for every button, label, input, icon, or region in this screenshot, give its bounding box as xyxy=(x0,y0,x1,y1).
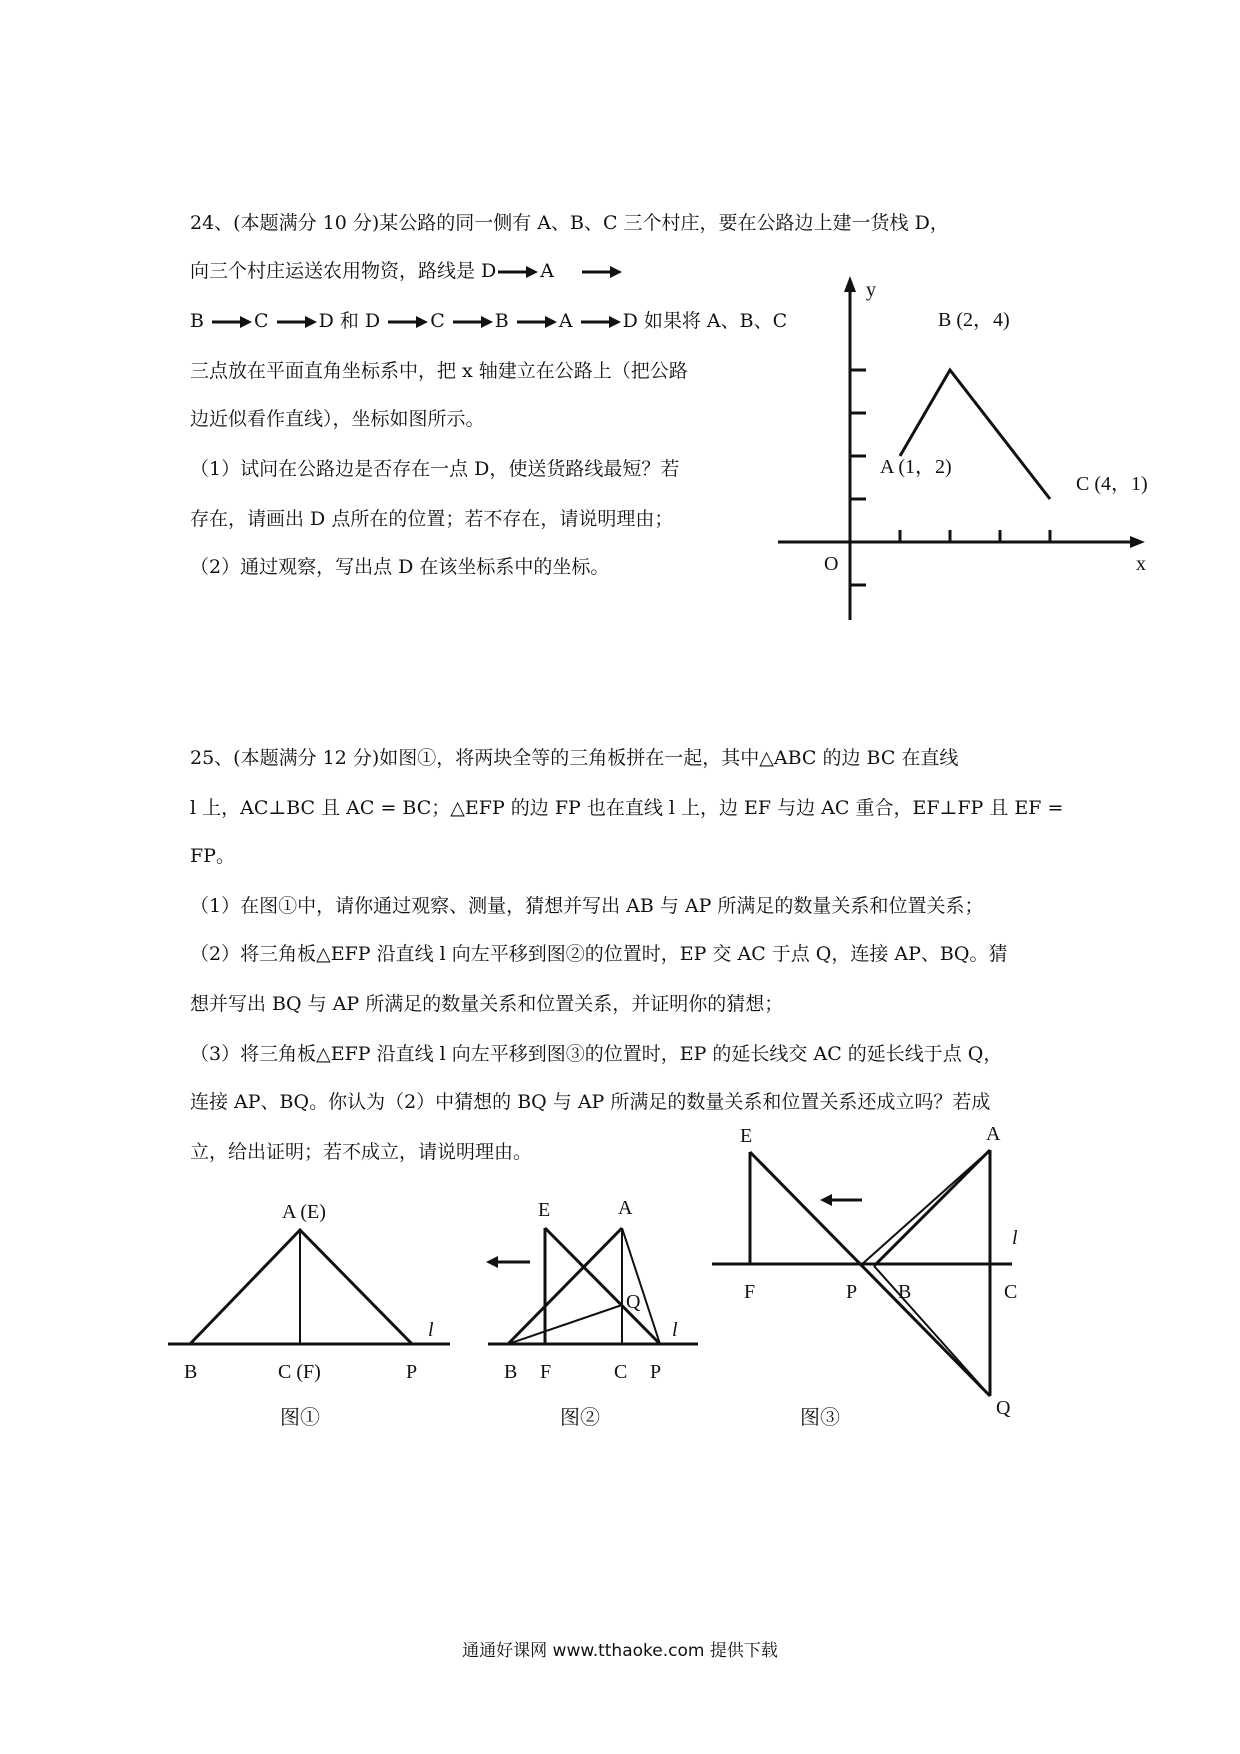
segment-eq xyxy=(750,1152,990,1396)
arrow-right-icon xyxy=(517,315,557,329)
route-stop: C xyxy=(430,310,445,332)
fig3-label-f: F xyxy=(744,1281,756,1303)
q25-line7: （3）将三角板△EFP 沿直线 l 向左平移到图③的位置时，EP 的延长线交 AC 的延长线于点 Q， xyxy=(190,1043,1003,1065)
q25-line9: 立，给出证明；若不成立，请说明理由。 xyxy=(190,1141,533,1163)
q24-line7: 存在，请画出 D 点所在的位置；若不存在，请说明理由； xyxy=(190,508,674,530)
fig2-caption: 图② xyxy=(560,1407,600,1429)
arrow-right-icon xyxy=(453,315,493,329)
fig2-label-b: B xyxy=(504,1361,518,1383)
fig1-caption: 图① xyxy=(280,1407,320,1429)
fig2-label-l: l xyxy=(672,1319,678,1341)
point-a-label: A (1，2) xyxy=(880,456,952,478)
q25-figures xyxy=(0,1120,1240,1440)
route-stop: D 和 D xyxy=(318,310,381,332)
q24-line1: 24、(本题满分 10 分)某公路的同一侧有 A、B、C 三个村庄，要在公路边上建一货栈 D， xyxy=(190,212,949,234)
q24-line2-text: 向三个村庄运送农用物资，路线是 D xyxy=(190,260,497,282)
origin-label: O xyxy=(824,553,839,575)
q25-line1: 25、(本题满分 12 分)如图①，将两块全等的三角板拼在一起，其中△ABC 的边 BC 在直线 xyxy=(190,747,959,769)
footer: 通通好课网 www.tthaoke.com 提供下载 xyxy=(462,1641,778,1661)
fig2-label-p: P xyxy=(650,1361,662,1383)
fig1-label-b: B xyxy=(184,1361,198,1383)
fig3-label-b: B xyxy=(898,1281,912,1303)
x-axis-arrow-icon xyxy=(1130,536,1145,548)
fig3-label-l: l xyxy=(1012,1227,1018,1249)
figure-1 xyxy=(168,1201,450,1429)
fig3-label-e: E xyxy=(740,1125,753,1147)
arrow-right-icon xyxy=(498,265,538,279)
point-b-label: B (2，4) xyxy=(938,309,1010,331)
q24-line3-tail: 如果将 A、B、C xyxy=(643,310,788,332)
y-axis-label: y xyxy=(866,279,876,301)
fig3-caption: 图③ xyxy=(800,1407,840,1429)
route-stop: D xyxy=(622,310,638,332)
figure-2 xyxy=(486,1197,698,1429)
left-arrow-icon xyxy=(820,1194,832,1206)
q25-line4: （1）在图①中，请你通过观察、测量，猜想并写出 AB 与 AP 所满足的数量关系和位置关系； xyxy=(190,895,984,917)
fig1-label-a: A (E) xyxy=(282,1201,326,1223)
route-stop: B xyxy=(190,310,204,332)
segment-ab xyxy=(508,1228,622,1344)
q25-line8: 连接 AP、BQ。你认为（2）中猜想的 BQ 与 AP 所满足的数量关系和位置关系还成立吗？若成 xyxy=(190,1091,991,1113)
abc-polyline xyxy=(900,370,1050,499)
q25-line3: FP。 xyxy=(190,845,235,867)
segment-ap xyxy=(860,1150,990,1266)
fig3-label-p: P xyxy=(846,1281,858,1303)
left-arrow-icon xyxy=(486,1256,498,1268)
fig2-label-c: C xyxy=(614,1361,628,1383)
q25-line2: l 上，AC⊥BC 且 AC = BC；△EFP 的边 FP 也在直线 l 上，边 EF 与边 AC 重合，EF⊥FP 且 EF = xyxy=(190,797,1064,819)
fig1-label-c: C (F) xyxy=(278,1361,321,1383)
q25-line6: 想并写出 BQ 与 AP 所满足的数量关系和位置关系，并证明你的猜想； xyxy=(190,993,784,1015)
arrow-right-icon xyxy=(388,315,428,329)
route-stop: C xyxy=(254,310,269,332)
q24-line2-a: A xyxy=(540,260,555,282)
segment-ep xyxy=(545,1228,660,1344)
segment-ab xyxy=(874,1150,990,1266)
route-stop: A xyxy=(558,310,573,332)
arrow-right-icon xyxy=(581,315,621,329)
fig3-label-q: Q xyxy=(996,1397,1011,1419)
arrow-right-icon xyxy=(582,265,622,279)
fig3-label-c: C xyxy=(1004,1281,1018,1303)
fig1-label-p: P xyxy=(406,1361,418,1383)
fig3-label-a: A xyxy=(986,1123,1001,1145)
y-axis-arrow-icon xyxy=(844,276,856,292)
arrow-right-icon xyxy=(277,315,317,329)
q24-line4: 三点放在平面直角坐标系中，把 x 轴建立在公路上（把公路 xyxy=(190,360,688,382)
route-stop: B xyxy=(494,310,509,332)
arrow-right-icon xyxy=(212,315,252,329)
fig2-label-e: E xyxy=(538,1199,551,1221)
q24-line3 xyxy=(190,308,787,334)
q25-line5: （2）将三角板△EFP 沿直线 l 向左平移到图②的位置时，EP 交 AC 于点 Q，连接 AP、BQ。猜 xyxy=(190,943,1008,965)
q24-line5: 边近似看作直线），坐标如图所示。 xyxy=(190,408,485,430)
fig2-label-q: Q xyxy=(626,1291,641,1313)
q24-line8: （2）通过观察，写出点 D 在该坐标系中的坐标。 xyxy=(190,556,610,578)
segment-bq xyxy=(874,1266,990,1396)
x-axis-label: x xyxy=(1136,553,1146,575)
fig2-label-a: A xyxy=(618,1197,633,1219)
q24-coordinate-graph xyxy=(770,270,1170,630)
point-c-label: C (4，1) xyxy=(1076,473,1148,495)
fig2-label-f: F xyxy=(540,1361,552,1383)
figure-3 xyxy=(712,1123,1018,1429)
fig1-label-l: l xyxy=(428,1319,434,1341)
q24-line2 xyxy=(190,258,624,284)
q24-line6: （1）试问在公路边是否存在一点 D，使送货路线最短？若 xyxy=(190,458,680,480)
